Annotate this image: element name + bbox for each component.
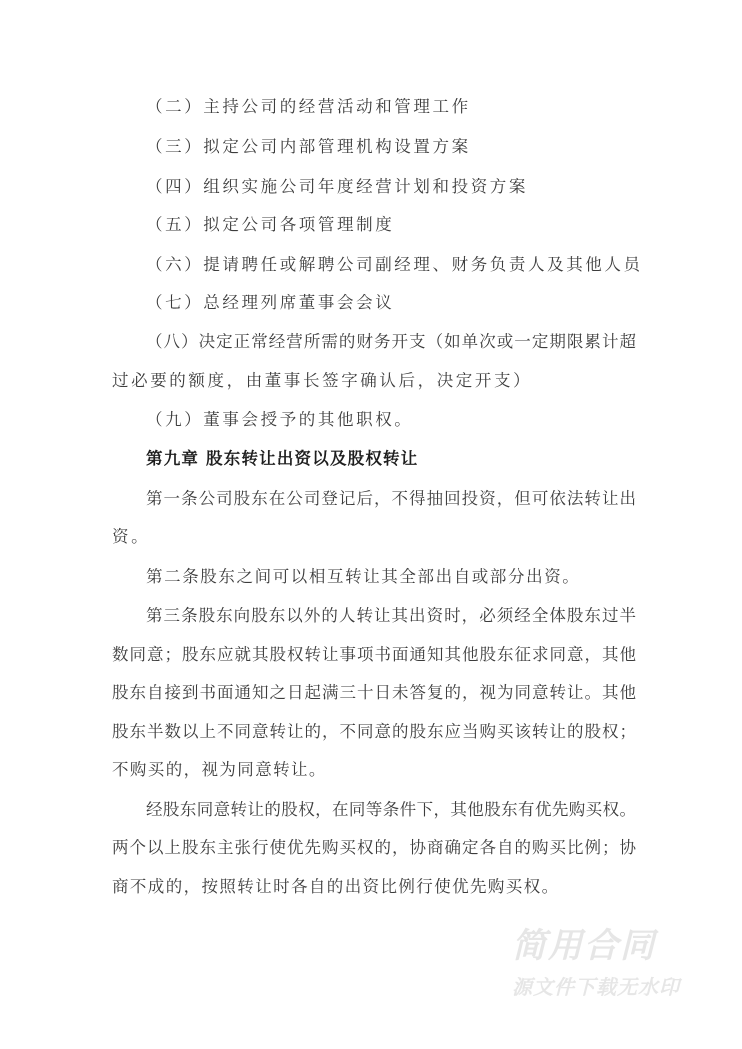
list-item-8-line-1: （八）决定正常经营所需的财务开支（如单次或一定期限累计超 [146,332,636,351]
article-1-line-2: 资。 [112,527,151,546]
chapter-heading: 第九章 股东转让出资以及股权转让 [146,449,419,468]
list-item-3: （三）拟定公司内部管理机构设置方案 [146,137,471,156]
watermark-title: 简用合同 [512,926,656,966]
article-4-line-3: 商不成的，按照转让时各自的出资比例行使优先购买权。 [112,877,560,896]
list-item-9: （九）董事会授予的其他职权。 [146,410,414,429]
list-item-4: （四）组织实施公司年度经营计划和投资方案 [146,177,528,196]
article-3-line-4: 股东半数以上不同意转让的，不同意的股东应当购买该转让的股权； [112,722,636,741]
list-item-8-line-2: 过必要的额度，由董事长签字确认后，决定开支） [112,371,533,390]
article-1-line-1: 第一条公司股东在公司登记后，不得抽回投资，但可依法转让出 [146,489,636,508]
list-item-5: （五）拟定公司各项管理制度 [146,215,395,234]
watermark-subtitle: 源文件下载无水印 [512,975,680,999]
list-item-7: （七）总经理列席董事会会议 [146,293,395,312]
list-item-2: （二）主持公司的经营活动和管理工作 [146,97,471,116]
article-2: 第二条股东之间可以相互转让其全部出自或部分出资。 [146,567,581,586]
article-3-line-1: 第三条股东向股东以外的人转让其出资时，必须经全体股东过半 [146,606,636,625]
article-3-line-2: 数同意；股东应就其股权转让事项书面通知其他股东征求同意，其他 [112,645,636,664]
article-4-line-1: 经股东同意转让的股权，在同等条件下，其他股东有优先购买权。 [146,800,636,819]
article-3-line-5: 不购买的，视为同意转让。 [112,760,327,779]
article-3-line-3: 股东自接到书面通知之日起满三十日未答复的，视为同意转让。其他 [112,683,636,702]
list-item-6: （六）提请聘任或解聘公司副经理、财务负责人及其他人员 [146,255,643,274]
article-4-line-2: 两个以上股东主张行使优先购买权的，协商确定各自的购买比例；协 [112,838,636,857]
